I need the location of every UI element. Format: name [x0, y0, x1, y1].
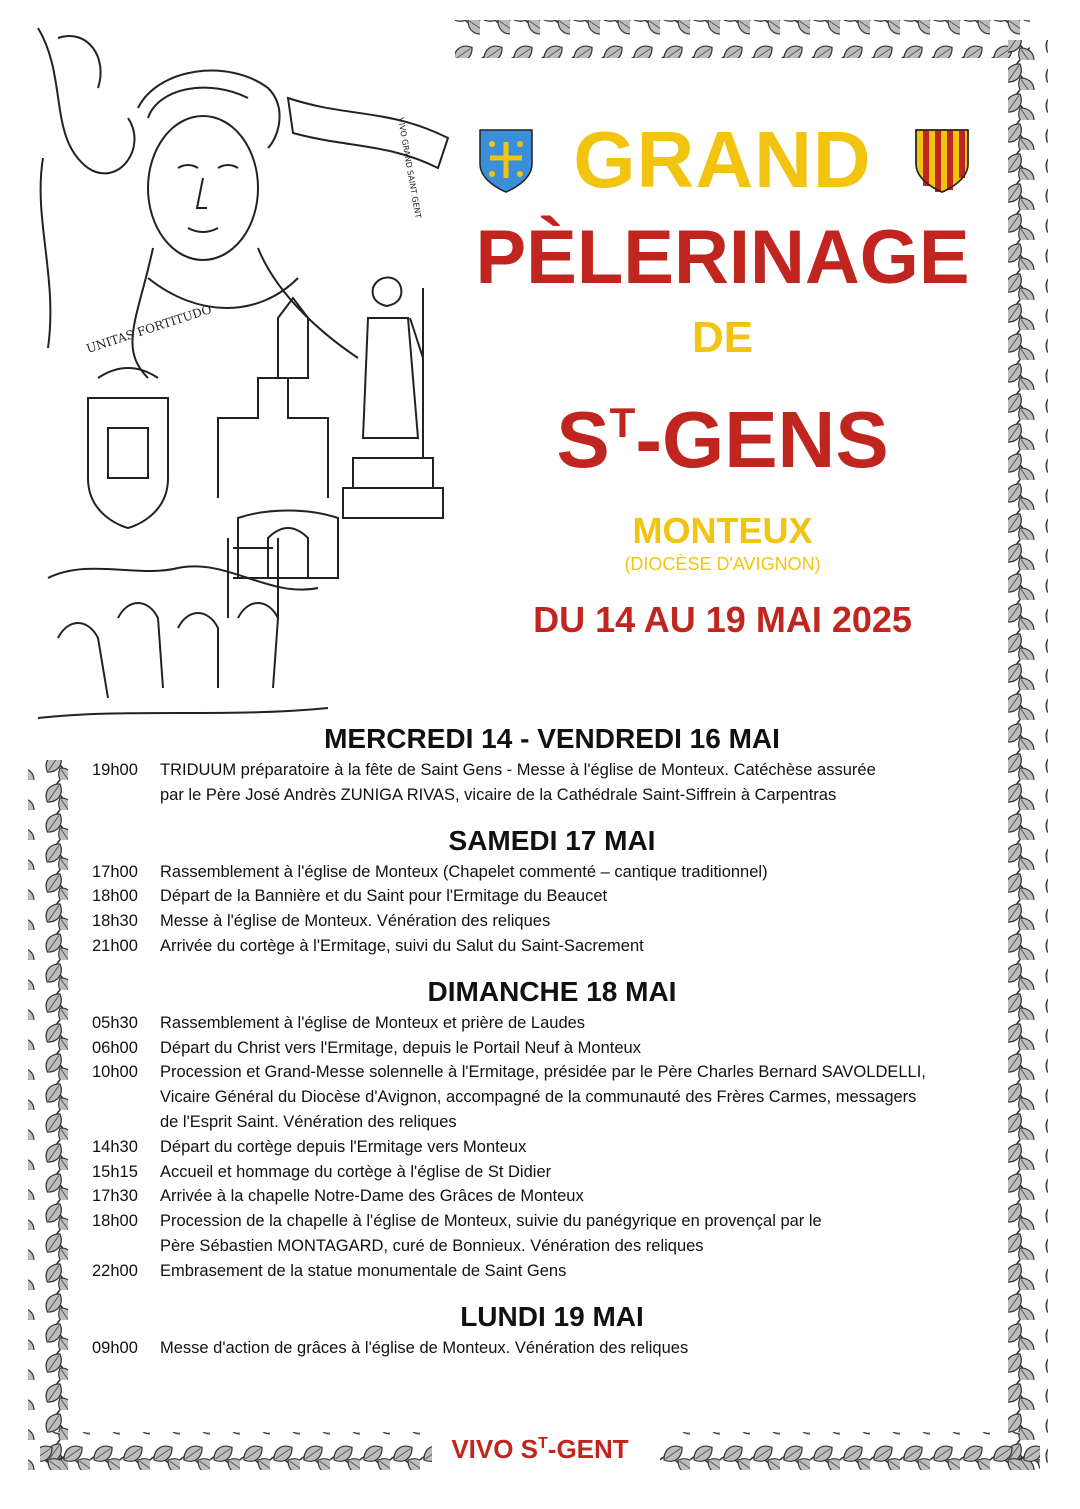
schedule-time: 17h00: [92, 862, 138, 881]
description-line: de l'Esprit Saint. Vénération des reliques: [160, 1112, 457, 1131]
schedule-description: [160, 1036, 1012, 1061]
schedule-description: [160, 1184, 1012, 1209]
schedule-time: 05h30: [92, 1013, 138, 1032]
description-line: TRIDUUM préparatoire à la fête de Saint Gens - Messe à l'église de Monteux. Catéchèse assurée: [160, 761, 876, 779]
schedule-time: 17h30: [92, 1187, 138, 1206]
schedule-item: [92, 1259, 1012, 1284]
schedule-time: 21h00: [92, 936, 138, 955]
svg-text:VIVO GRAND SAINT GENT: VIVO GRAND SAINT GENT: [396, 116, 423, 219]
description-line: Arrivée à la chapelle Notre-Dame des Grâces de Monteux: [160, 1187, 584, 1206]
schedule-item: [92, 1209, 1012, 1259]
schedule-time: 09h00: [92, 1338, 138, 1357]
description-line: Accueil et hommage du cortège à l'église de St Didier: [160, 1162, 552, 1181]
schedule-item: [92, 860, 1012, 885]
schedule-time: 18h00: [92, 1212, 138, 1231]
schedule-description: [160, 1259, 1012, 1284]
description-line: Départ de la Bannière et du Saint pour l'Ermitage du Beaucet: [160, 887, 608, 906]
description-line: Procession de la chapelle à l'église de Monteux, suivie du panégyrique en provençal par le: [160, 1212, 822, 1231]
city-name: MONTEUX: [632, 510, 813, 551]
title-de: DE: [691, 313, 754, 362]
description-line: Messe d'action de grâces à l'église de Monteux. Vénération des reliques: [160, 1338, 689, 1357]
schedule-item: [92, 1184, 1012, 1209]
schedule-time: 15h15: [92, 1162, 138, 1181]
schedule-description: [160, 1336, 1012, 1361]
day-section: [92, 822, 1012, 959]
schedule-time: 19h00: [92, 761, 138, 779]
schedule-description: [160, 1011, 1012, 1036]
schedule-time: 06h00: [92, 1038, 138, 1057]
schedule-time: 10h00: [92, 1063, 138, 1082]
schedule-item: [92, 1160, 1012, 1185]
description-line: Messe à l'église de Monteux. Vénération des reliques: [160, 912, 551, 931]
schedule-item: [92, 1011, 1012, 1036]
schedule-item: [92, 1135, 1012, 1160]
schedule-description: [160, 758, 1012, 808]
description-line: Arrivée du cortège à l'Ermitage, suivi du Salut du Saint-Sacrement: [160, 936, 644, 955]
description-line: Père Sébastien MONTAGARD, curé de Bonnieux. Vénération des reliques: [160, 1236, 704, 1255]
schedule-item: [92, 1060, 1012, 1134]
footer-slogan: VIVO ST-GENT: [451, 1434, 629, 1464]
description-line: Rassemblement à l'église de Monteux et prière de Laudes: [160, 1013, 586, 1032]
description-line: par le Père José Andrès ZUNIGA RIVAS, vicaire de la Cathédrale Saint-Siffrein à Carpentras: [160, 785, 837, 804]
title-saint-gens: $S^T$-GENS: [556, 395, 889, 484]
description-line: Embrasement de la statue monumentale de Saint Gens: [160, 1261, 567, 1280]
day-title: MERCREDI 14 - VENDREDI 16 MAI: [324, 723, 780, 754]
title-block: [455, 110, 990, 645]
schedule-item: [92, 934, 1012, 959]
illustration-engraving: [28, 18, 458, 738]
description-line: Vicaire Général du Diocèse d'Avignon, accompagné de la communauté des Frères Carmes, messagers: [160, 1088, 917, 1107]
schedule-description: [160, 1135, 1012, 1160]
event-dates: DU 14 AU 19 MAI 2025: [533, 599, 912, 640]
schedule-description: [160, 1209, 1012, 1259]
schedule-item: [92, 758, 1012, 808]
day-section: [92, 1298, 1012, 1361]
diocese-name: (DIOCÈSE D'AVIGNON): [624, 554, 821, 574]
day-section: [92, 973, 1012, 1284]
schedule-time: 18h00: [92, 887, 138, 906]
svg-text:UNITAS FORTITUDO: UNITAS FORTITUDO: [84, 302, 214, 356]
schedule-time: 14h30: [92, 1137, 138, 1156]
schedule-item: [92, 1336, 1012, 1361]
schedule-description: [160, 1060, 1012, 1134]
title-pelerinage: PÈLERINAGE: [475, 215, 970, 300]
schedule-item: [92, 1036, 1012, 1061]
day-section: [92, 720, 1012, 808]
schedule-description: [160, 860, 1012, 885]
schedule-time: 22h00: [92, 1261, 138, 1280]
description-line: Départ du cortège depuis l'Ermitage vers Monteux: [160, 1137, 527, 1156]
day-title: DIMANCHE 18 MAI: [427, 975, 677, 1007]
schedule-description: [160, 934, 1012, 959]
schedule-description: [160, 1160, 1012, 1185]
description-line: Rassemblement à l'église de Monteux (Chapelet commenté – cantique traditionnel): [160, 862, 768, 881]
description-line: Procession et Grand-Messe solennelle à l'Ermitage, présidée par le Père Charles Bernard SAVOLDELLI,: [160, 1063, 926, 1082]
schedule-item: [92, 909, 1012, 934]
title-grand: GRAND: [573, 115, 872, 204]
day-title: LUNDI 19 MAI: [460, 1300, 644, 1332]
schedule-description: [160, 909, 1012, 934]
schedule-time: 18h30: [92, 912, 138, 931]
description-line: Départ du Christ vers l'Ermitage, depuis le Portail Neuf à Monteux: [160, 1038, 641, 1057]
schedule-item: [92, 884, 1012, 909]
program-schedule: [92, 720, 1012, 1374]
day-title: SAMEDI 17 MAI: [448, 824, 656, 856]
schedule-description: [160, 884, 1012, 909]
